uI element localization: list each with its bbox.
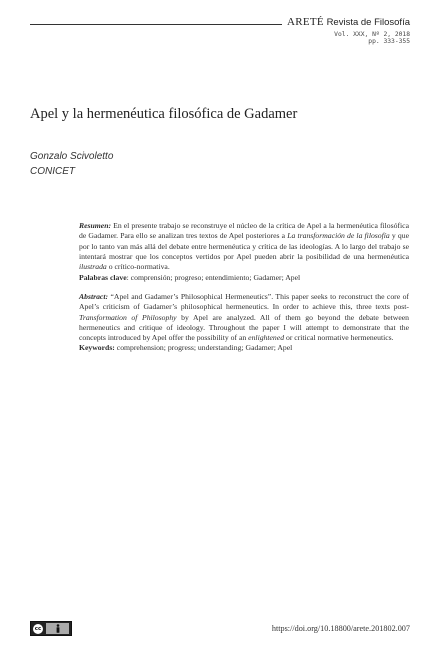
resumen-italic: La transformación de la filosofía [287, 231, 390, 241]
cc-icon: cc [34, 625, 42, 632]
palabras-clave-list: : comprensión; progreso; entendimiento; Gadamer; Apel [126, 272, 301, 282]
palabras-clave-label: Palabras clave [79, 272, 127, 282]
author-block [30, 149, 113, 179]
abstract-italic: enlightened [248, 333, 285, 343]
journal-pages: pp. 333-355 [368, 38, 410, 46]
keywords-list: comprehension; progress; understanding; Gadamer; Apel [114, 343, 293, 353]
resumen-italic: ilustrada [79, 262, 107, 272]
attribution-icon [46, 623, 69, 634]
abstract-block [79, 221, 409, 354]
abstract-label: Abstract: [79, 291, 109, 301]
author-affiliation: CONICET [30, 166, 75, 177]
resumen-text: o crítico-normativa. [106, 262, 170, 272]
abstract-text: or critical normative hermeneutics. [284, 333, 394, 343]
resumen-text: En el presente trabajo se reconstruye el núcleo de la crítica de Apel a la hermenéutica filosófica de Gadamer. Para ello se analizan tres textos de Apel posteriores a [79, 221, 409, 241]
doi-link[interactable]: https://doi.org/10.18800/arete.201802.007 [271, 624, 410, 633]
journal-header [287, 17, 410, 46]
journal-volume: Vol. XXX, Nº 2, 2018 [334, 30, 410, 38]
journal-name [287, 17, 410, 29]
keywords [79, 343, 409, 353]
header-rule [30, 24, 282, 25]
journal-subtitle: Revista de Filosofía [326, 17, 410, 28]
abstract-text: by Apel are analyzed. All of them go beyond the debate between hermeneutics and critique of ideology. Throughout the paper I will attempt to demonstrate that the concepts introduced by Apel offer the possibility of an [79, 312, 409, 343]
author-name: Gonzalo Scivoletto [30, 151, 114, 162]
cc-license-badge[interactable] [30, 621, 72, 636]
keywords-label: Keywords: [79, 343, 115, 353]
abstract-paragraph [79, 292, 409, 344]
resumen-paragraph [79, 221, 409, 273]
resumen-label: Resumen: [79, 221, 112, 230]
journal-brand: ARETÉ [286, 16, 324, 28]
abstract-italic: Transformation of Philosophy [79, 312, 177, 322]
abstract-text: “Apel and Gadamer’s Philosophical Hermeneutics”. This paper seeks to reconstruct the core of Apel’s criticism of Gadamer’s philosophical hermeneutics. In order to achieve this, three texts post- [79, 291, 409, 312]
person-icon [55, 624, 61, 633]
resumen-text: y que por lo tanto van más allá del debate entre hermenéutica y crítica de las ideologías. A lo largo del trabajo se intentará mostrar que los conceptos vertidos por Apel pueden abrir la posibilidad de una hermenéutica [79, 231, 409, 261]
article-title: Apel y la hermenéutica filosófica de Gadamer [30, 106, 298, 122]
palabras-clave [79, 273, 409, 283]
